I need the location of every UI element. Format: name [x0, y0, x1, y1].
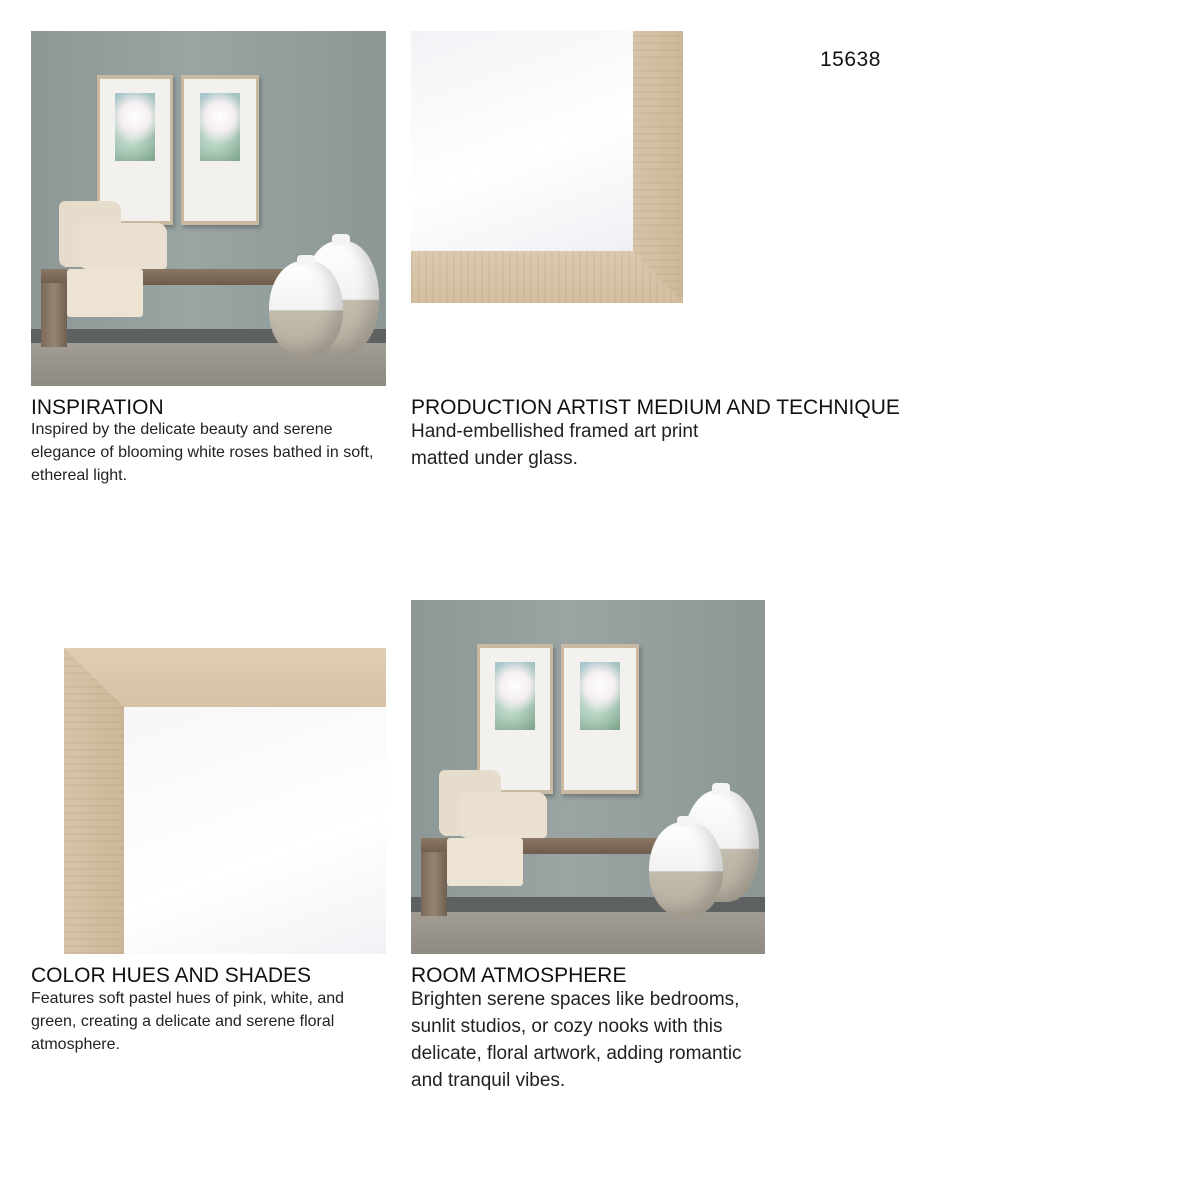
frame-corner-closeup-2 — [64, 632, 386, 954]
throw-blanket — [447, 838, 523, 886]
product-number: 15638 — [820, 48, 881, 71]
vase-small — [269, 261, 343, 355]
frame-corner-closeup-1 — [411, 31, 683, 303]
color-text: Features soft pastel hues of pink, white, and green, creating a delicate and serene floral atmosphere. — [31, 990, 345, 1053]
vase-small — [649, 822, 723, 916]
framed-print-right — [181, 75, 259, 225]
inspiration-text: Inspired by the delicate beauty and serene elegance of blooming white roses bathed in soft, ethereal light. — [31, 421, 374, 484]
room-atmosphere-title: ROOM ATMOSPHERE — [411, 964, 627, 987]
color-title: COLOR HUES AND SHADES — [31, 964, 312, 987]
framed-print-right — [561, 644, 639, 794]
throw-blanket — [67, 269, 143, 317]
medium-title: PRODUCTION ARTIST MEDIUM AND TECHNIQUE — [411, 396, 900, 419]
room-scene-photo-1 — [31, 31, 386, 386]
medium-text: Hand-embellished framed art print matted under glass. — [411, 421, 699, 469]
inspiration-title: INSPIRATION — [31, 396, 164, 419]
room-atmosphere-text: Brighten serene spaces like bedrooms, sunlit studios, or cozy nooks with this delicate, floral artwork, adding romantic and tranquil vibes. — [411, 989, 742, 1091]
room-scene-photo-2 — [411, 600, 765, 954]
